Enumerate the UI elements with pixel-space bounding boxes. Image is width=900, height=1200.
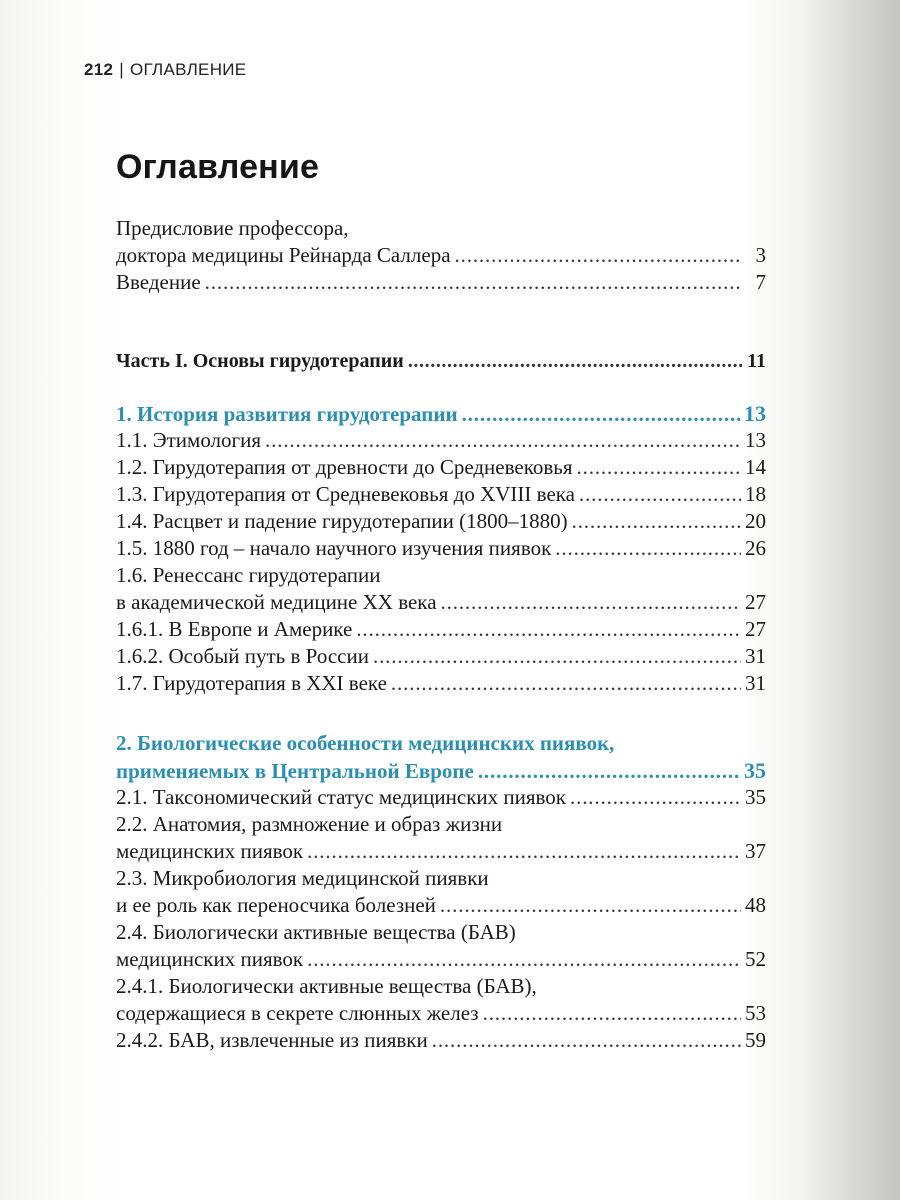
toc-entry-text: 2.4.1. Биологически активные вещества (БАВ), bbox=[116, 974, 537, 998]
leader-dots bbox=[307, 946, 741, 973]
toc-entry-text: медицинских пиявок bbox=[116, 947, 304, 971]
leader-dots bbox=[408, 348, 742, 375]
toc-entry-page: 27 bbox=[745, 590, 766, 614]
toc-entry[interactable] bbox=[116, 427, 766, 454]
toc-chapter-entry[interactable] bbox=[116, 400, 766, 427]
leader-dots bbox=[441, 589, 741, 616]
toc-entry[interactable] bbox=[116, 643, 766, 670]
toc-entry-text: 1.4. Расцвет и падение гирудотерапии (1800–1880) bbox=[116, 509, 568, 533]
toc-entry-page: 13 bbox=[745, 428, 766, 452]
toc-chapter-entry[interactable] bbox=[116, 730, 766, 757]
toc-entry[interactable] bbox=[116, 946, 766, 973]
leader-dots bbox=[432, 1027, 741, 1054]
leader-dots bbox=[555, 535, 741, 562]
toc-entry[interactable] bbox=[116, 589, 766, 616]
toc-entry-text: Часть I. Основы гирудотерапии bbox=[116, 350, 404, 372]
toc-entry[interactable] bbox=[116, 1000, 766, 1027]
toc-entry-page: 48 bbox=[745, 893, 766, 917]
toc-entry-page: 53 bbox=[745, 1001, 766, 1025]
spacer bbox=[116, 296, 766, 348]
toc-entry[interactable] bbox=[116, 973, 766, 1000]
toc-entry[interactable] bbox=[116, 919, 766, 946]
toc-entry[interactable] bbox=[116, 1027, 766, 1054]
toc-entry-text: Предисловие профессора, bbox=[116, 216, 349, 240]
toc-entry[interactable] bbox=[116, 865, 766, 892]
page-title: Оглавление bbox=[116, 148, 320, 186]
toc-entry-page: 35 bbox=[744, 758, 766, 783]
toc-entry-text: содержащиеся в секрете слюнных желез bbox=[116, 1001, 479, 1025]
toc-entry-text: и ее роль как переносчика болезней bbox=[116, 893, 436, 917]
leader-dots bbox=[462, 401, 740, 428]
leader-dots bbox=[455, 242, 742, 269]
toc-entry-text: 1.5. 1880 год – начало научного изучения пиявок bbox=[116, 536, 552, 560]
toc-entry-page: 26 bbox=[745, 536, 766, 560]
toc-entry-text: 2.4. Биологически активные вещества (БАВ) bbox=[116, 920, 516, 944]
table-of-contents bbox=[116, 215, 766, 1054]
leader-dots bbox=[570, 784, 741, 811]
toc-entry[interactable] bbox=[116, 508, 766, 535]
running-title: ОГЛАВЛЕНИЕ bbox=[129, 60, 247, 79]
toc-entry-text: 2.2. Анатомия, размножение и образ жизни bbox=[116, 812, 503, 836]
toc-entry[interactable] bbox=[116, 535, 766, 562]
toc-entry-text: 1. История развития гирудотерапии bbox=[116, 402, 458, 426]
toc-entry-page: 37 bbox=[745, 839, 766, 863]
toc-entry[interactable] bbox=[116, 811, 766, 838]
leader-dots bbox=[356, 616, 741, 643]
toc-entry[interactable] bbox=[116, 562, 766, 589]
toc-entry-page: 11 bbox=[747, 350, 766, 372]
leader-dots bbox=[391, 670, 741, 697]
toc-entry[interactable] bbox=[116, 269, 766, 296]
toc-entry[interactable] bbox=[116, 670, 766, 697]
toc-entry-text: 2. Биологические особенности медицинских пиявок, bbox=[116, 731, 615, 755]
leader-dots bbox=[373, 643, 741, 670]
toc-entry-page: 27 bbox=[745, 617, 766, 641]
running-header bbox=[84, 60, 246, 80]
toc-entry-text: 1.6. Ренессанс гирудотерапии bbox=[116, 563, 381, 587]
toc-entry[interactable] bbox=[116, 215, 766, 242]
toc-entry-page: 20 bbox=[745, 509, 766, 533]
toc-entry-page: 31 bbox=[745, 644, 766, 668]
spacer bbox=[116, 375, 766, 400]
toc-entry-text: 1.6.1. В Европе и Америке bbox=[116, 617, 353, 641]
leader-dots bbox=[572, 508, 741, 535]
toc-entry-page: 35 bbox=[745, 785, 766, 809]
toc-entry-page: 18 bbox=[745, 482, 766, 506]
toc-entry-page: 7 bbox=[755, 270, 766, 294]
leader-dots bbox=[579, 481, 741, 508]
toc-entry-page: 59 bbox=[745, 1028, 766, 1052]
toc-entry[interactable] bbox=[116, 616, 766, 643]
header-separator: | bbox=[119, 60, 124, 79]
toc-entry-page: 14 bbox=[745, 455, 766, 479]
toc-entry-text: Введение bbox=[116, 270, 201, 294]
leader-dots bbox=[265, 427, 741, 454]
toc-entry-text: доктора медицины Рейнарда Саллера bbox=[116, 243, 451, 267]
leader-dots bbox=[483, 1000, 741, 1027]
toc-entry-text: 2.1. Таксономический статус медицинских пиявок bbox=[116, 785, 566, 809]
toc-entry-text: 2.3. Микробиология медицинской пиявки bbox=[116, 866, 489, 890]
toc-entry-text: 1.6.2. Особый путь в России bbox=[116, 644, 369, 668]
leader-dots bbox=[478, 758, 740, 785]
toc-entry[interactable] bbox=[116, 784, 766, 811]
toc-entry-text: 1.1. Этимология bbox=[116, 428, 262, 452]
leader-dots bbox=[440, 892, 741, 919]
toc-entry-page: 3 bbox=[755, 243, 766, 267]
spacer bbox=[116, 697, 766, 730]
toc-entry-page: 31 bbox=[745, 671, 766, 695]
leader-dots bbox=[205, 269, 742, 296]
toc-entry-text: применяемых в Центральной Европе bbox=[116, 759, 474, 783]
toc-entry[interactable] bbox=[116, 454, 766, 481]
toc-entry-page: 13 bbox=[744, 401, 766, 426]
toc-entry-text: 2.4.2. БАВ, извлеченные из пиявки bbox=[116, 1028, 428, 1052]
toc-entry-text: 1.7. Гирудотерапия в XXI веке bbox=[116, 671, 387, 695]
page-number: 212 bbox=[84, 60, 114, 79]
toc-entry[interactable] bbox=[116, 481, 766, 508]
toc-entry-text: 1.2. Гирудотерапия от древности до Средневековья bbox=[116, 455, 573, 479]
toc-entry-text: 1.3. Гирудотерапия от Средневековья до XVIII века bbox=[116, 482, 575, 506]
leader-dots bbox=[307, 838, 741, 865]
toc-entry-text: в академической медицине XX века bbox=[116, 590, 437, 614]
toc-entry-page: 52 bbox=[745, 947, 766, 971]
toc-entry[interactable] bbox=[116, 242, 766, 269]
toc-entry[interactable] bbox=[116, 892, 766, 919]
toc-entry-text: медицинских пиявок bbox=[116, 839, 304, 863]
toc-entry[interactable] bbox=[116, 838, 766, 865]
leader-dots bbox=[577, 454, 741, 481]
toc-chapter-entry[interactable] bbox=[116, 757, 766, 784]
toc-part-entry[interactable] bbox=[116, 348, 766, 375]
